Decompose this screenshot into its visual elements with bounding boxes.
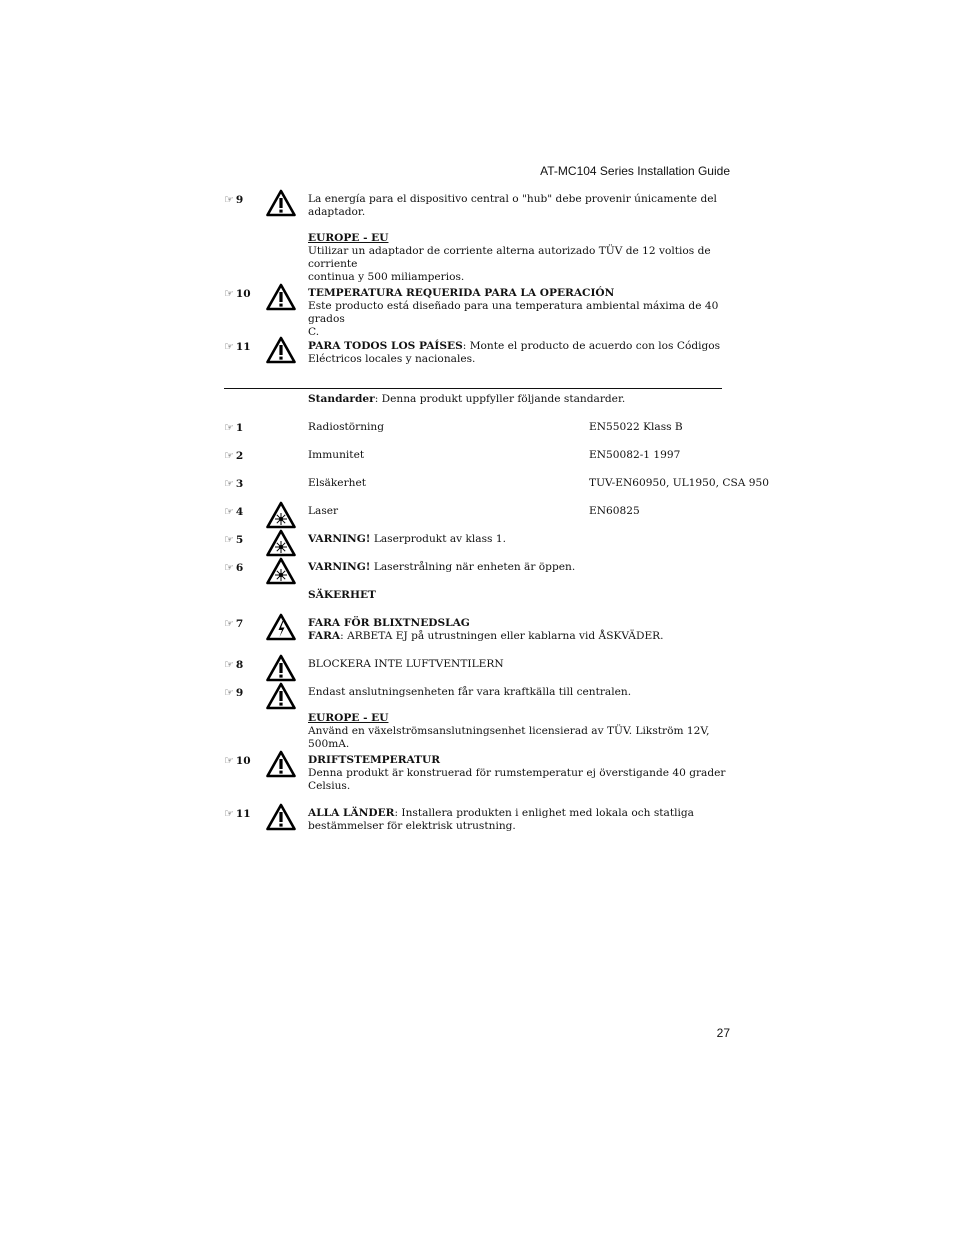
warning-text: La energía para el dispositivo central o "hub" debe provenir únicamente del <box>308 193 717 205</box>
warning-text: Eléctricos locales y nacionales. <box>308 353 476 365</box>
warning-title: PARA TODOS LOS PAÍSES <box>308 340 463 352</box>
standard-value: EN50082-1 1997 <box>589 449 681 461</box>
pointing-hand-icon: ☞ <box>224 561 234 574</box>
reference-number: ☞ 9 <box>224 193 244 206</box>
reference-number: ☞ 6 <box>224 561 244 574</box>
warning-icon <box>266 189 296 217</box>
reference-number: ☞ 7 <box>224 617 244 630</box>
standard-name: Immunitet <box>308 449 365 461</box>
europe-text: continua y 500 miliamperios. <box>308 271 465 283</box>
reference-number: ☞ 4 <box>224 505 244 518</box>
warning-icon <box>266 803 296 831</box>
warning-text: bestämmelser för elektrisk utrustning. <box>308 820 516 832</box>
standard-value: EN55022 Klass B <box>589 421 683 433</box>
standard-name: Laser <box>308 505 339 517</box>
pointing-hand-icon: ☞ <box>224 658 234 671</box>
warning-icon <box>266 750 296 778</box>
warning-text: Laserprodukt av klass 1. <box>370 533 506 545</box>
reference-number: ☞ 5 <box>224 533 244 546</box>
warning-text: adaptador. <box>308 206 366 218</box>
warning-icon <box>266 682 296 710</box>
laser-warning-icon <box>266 529 296 557</box>
standards-label: Standarder <box>308 393 375 405</box>
standards-text: : Denna produkt uppfyller följande standarder. <box>374 393 626 405</box>
warning-text: : ARBETA EJ på utrustningen eller kablarna vid ÅSKVÄDER. <box>340 630 664 642</box>
europe-heading: EUROPE - EU <box>308 712 389 724</box>
warning-icon <box>266 336 296 364</box>
lightning-warning-icon <box>266 613 296 641</box>
warning-label: VARNING! <box>308 533 371 545</box>
warning-title: TEMPERATURA REQUERIDA PARA LA OPERACIÓN <box>308 287 615 299</box>
warning-text: Celsius. <box>308 780 351 792</box>
pointing-hand-icon: ☞ <box>224 686 234 699</box>
warning-icon <box>266 654 296 682</box>
reference-number: ☞ 10 <box>224 287 251 300</box>
pointing-hand-icon: ☞ <box>224 533 234 546</box>
warning-text: Este producto está diseñado para una temperatura ambiental máxima de 40 grados <box>308 300 719 325</box>
standard-name: Elsäkerhet <box>308 477 366 489</box>
warning-icon <box>266 283 296 311</box>
warning-label: VARNING! <box>308 561 371 573</box>
page-number: 27 <box>716 1026 730 1040</box>
pointing-hand-icon: ☞ <box>224 421 234 434</box>
pointing-hand-icon: ☞ <box>224 505 234 518</box>
pointing-hand-icon: ☞ <box>224 287 234 300</box>
pointing-hand-icon: ☞ <box>224 617 234 630</box>
reference-number: ☞ 11 <box>224 340 251 353</box>
standard-value: EN60825 <box>589 505 640 517</box>
reference-number: ☞ 1 <box>224 421 244 434</box>
standard-value: TUV-EN60950, UL1950, CSA 950 <box>589 477 769 489</box>
europe-text: Använd en växelströmsanslutningsenhet licensierad av TÜV. Likström 12V, 500mA. <box>308 725 710 750</box>
warning-text: Laserstrålning när enheten är öppen. <box>370 561 576 573</box>
warning-text: C. <box>308 326 320 338</box>
standard-name: Radiostörning <box>308 421 385 433</box>
pointing-hand-icon: ☞ <box>224 754 234 767</box>
pointing-hand-icon: ☞ <box>224 477 234 490</box>
warning-title: DRIFTSTEMPERATUR <box>308 754 441 766</box>
warning-text: Denna produkt är konstruerad för rumstemperatur ej överstigande 40 grader <box>308 767 726 779</box>
pointing-hand-icon: ☞ <box>224 193 234 206</box>
laser-warning-icon <box>266 557 296 585</box>
reference-number: ☞ 8 <box>224 658 244 671</box>
laser-warning-icon <box>266 501 296 529</box>
warning-text: : Installera produkten i enlighet med lokala och statliga <box>394 807 694 819</box>
reference-number: ☞ 10 <box>224 754 251 767</box>
europe-heading: EUROPE - EU <box>308 232 389 244</box>
warning-text: BLOCKERA INTE LUFTVENTILERN <box>308 658 504 670</box>
warning-label: FARA <box>308 630 341 642</box>
reference-number: ☞ 2 <box>224 449 244 462</box>
reference-number: ☞ 9 <box>224 686 244 699</box>
warning-title: ALLA LÄNDER <box>308 807 395 819</box>
running-header: AT-MC104 Series Installation Guide <box>540 164 730 178</box>
warning-text: : Monte el producto de acuerdo con los Códigos <box>462 340 721 352</box>
pointing-hand-icon: ☞ <box>224 807 234 820</box>
pointing-hand-icon: ☞ <box>224 340 234 353</box>
section-divider <box>224 388 722 389</box>
pointing-hand-icon: ☞ <box>224 449 234 462</box>
europe-text: Utilizar un adaptador de corriente alterna autorizado TÜV de 12 voltios de corriente <box>308 245 711 270</box>
reference-number: ☞ 11 <box>224 807 251 820</box>
warning-title: FARA FÖR BLIXTNEDSLAG <box>308 617 470 629</box>
reference-number: ☞ 3 <box>224 477 244 490</box>
safety-heading: SÄKERHET <box>308 589 376 601</box>
warning-text: Endast anslutningsenheten får vara kraftkälla till centralen. <box>308 686 632 698</box>
